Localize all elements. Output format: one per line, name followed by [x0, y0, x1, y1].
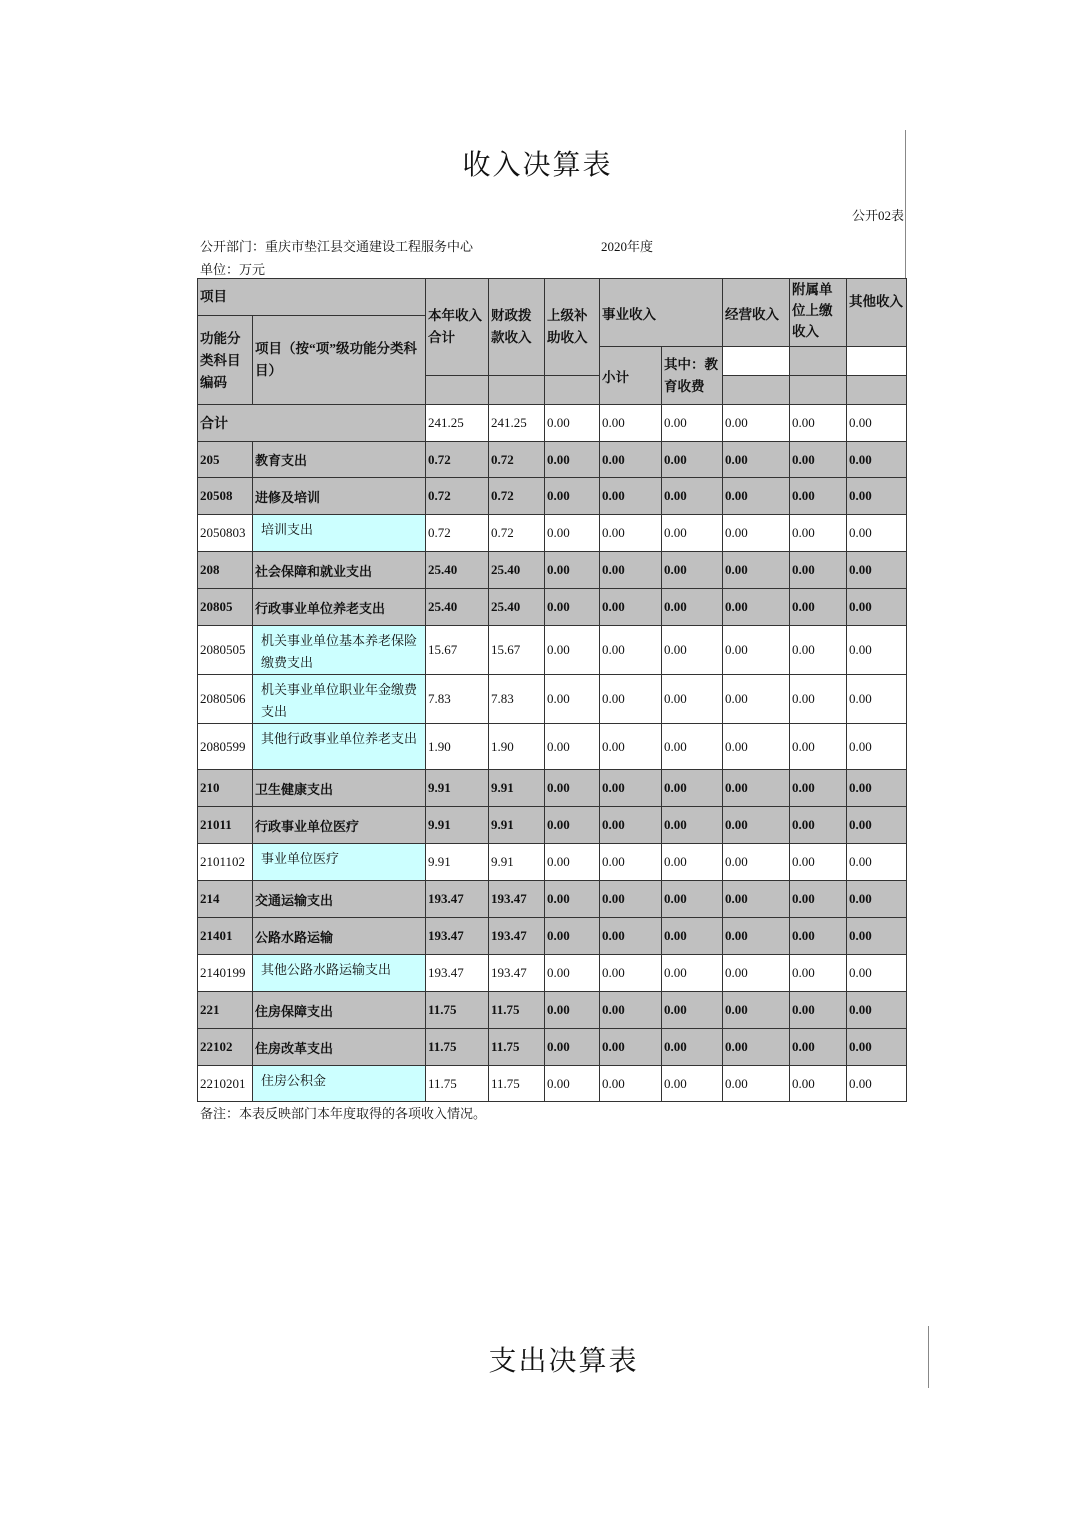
row-value: 0.00 [662, 955, 723, 992]
header-empty-cell [545, 376, 600, 405]
row-value: 0.00 [545, 1029, 600, 1066]
row-value: 0.00 [545, 442, 600, 478]
row-value: 0.00 [662, 881, 723, 918]
row-value: 0.00 [723, 589, 790, 626]
row-value: 15.67 [426, 626, 489, 675]
total-value: 0.00 [790, 405, 847, 442]
total-value: 0.00 [600, 405, 662, 442]
row-value: 0.00 [662, 626, 723, 675]
total-value: 241.25 [489, 405, 545, 442]
row-value: 0.00 [662, 1066, 723, 1102]
header-code: 功能分类科目编码 [198, 316, 253, 405]
row-code: 221 [198, 992, 253, 1029]
row-name: 其他行政事业单位养老支出 [253, 724, 426, 770]
header-name: 项目（按“项”级功能分类科目） [253, 316, 426, 405]
row-value: 0.00 [545, 1066, 600, 1102]
row-code: 214 [198, 881, 253, 918]
table-row [198, 1029, 907, 1066]
row-value: 0.00 [723, 992, 790, 1029]
table-row [198, 626, 907, 675]
row-value: 0.00 [790, 955, 847, 992]
row-name: 住房公积金 [253, 1066, 426, 1102]
row-code: 20508 [198, 478, 253, 515]
row-code: 2050803 [198, 515, 253, 552]
row-value: 0.00 [790, 515, 847, 552]
row-name: 培训支出 [253, 515, 426, 552]
row-code: 210 [198, 770, 253, 807]
row-name: 公路水路运输 [253, 918, 426, 955]
row-value: 0.00 [790, 1029, 847, 1066]
row-name: 社会保障和就业支出 [253, 552, 426, 589]
row-value: 0.00 [545, 844, 600, 881]
row-value: 0.00 [600, 626, 662, 675]
row-value: 193.47 [426, 955, 489, 992]
header-empty-cell [847, 376, 907, 405]
row-name: 教育支出 [253, 442, 426, 478]
row-value: 0.00 [790, 770, 847, 807]
table-row [198, 992, 907, 1029]
row-value: 7.83 [489, 675, 545, 724]
header-empty-cell [790, 376, 847, 405]
row-name: 住房改革支出 [253, 1029, 426, 1066]
header-empty-cell [426, 376, 489, 405]
row-code: 21011 [198, 807, 253, 844]
header-empty-cell [847, 347, 907, 376]
row-value: 0.00 [790, 881, 847, 918]
row-value: 0.00 [662, 515, 723, 552]
row-value: 0.00 [847, 955, 907, 992]
row-code: 2101102 [198, 844, 253, 881]
row-value: 11.75 [426, 992, 489, 1029]
row-value: 25.40 [426, 589, 489, 626]
row-code: 2080506 [198, 675, 253, 724]
row-value: 0.00 [723, 881, 790, 918]
row-name: 卫生健康支出 [253, 770, 426, 807]
row-value: 0.72 [489, 515, 545, 552]
row-value: 0.00 [662, 992, 723, 1029]
row-value: 11.75 [426, 1029, 489, 1066]
row-value: 1.90 [489, 724, 545, 770]
header-subtotal: 小计 [600, 347, 662, 405]
row-name: 行政事业单位医疗 [253, 807, 426, 844]
row-value: 0.00 [545, 770, 600, 807]
row-name: 行政事业单位养老支出 [253, 589, 426, 626]
row-value: 0.00 [600, 992, 662, 1029]
row-value: 0.00 [600, 675, 662, 724]
row-value: 0.00 [790, 589, 847, 626]
row-value: 0.00 [790, 626, 847, 675]
row-code: 21401 [198, 918, 253, 955]
row-name: 进修及培训 [253, 478, 426, 515]
table-row [198, 770, 907, 807]
header-affiliated: 附属单位上缴收入 [790, 279, 847, 347]
row-value: 0.00 [723, 724, 790, 770]
row-value: 0.00 [600, 807, 662, 844]
row-value: 0.72 [489, 478, 545, 515]
footnote: 备注：本表反映部门本年度取得的各项收入情况。 [200, 1106, 487, 1121]
row-value: 0.00 [790, 807, 847, 844]
row-name: 交通运输支出 [253, 881, 426, 918]
row-value: 0.00 [545, 478, 600, 515]
row-value: 0.00 [545, 589, 600, 626]
row-value: 0.00 [662, 807, 723, 844]
total-value: 241.25 [426, 405, 489, 442]
row-value: 0.00 [847, 589, 907, 626]
row-code: 205 [198, 442, 253, 478]
row-value: 0.00 [847, 675, 907, 724]
table-row [198, 724, 907, 770]
row-value: 1.90 [426, 724, 489, 770]
row-value: 0.72 [489, 442, 545, 478]
row-value: 0.00 [662, 442, 723, 478]
page-title: 收入决算表 [462, 148, 613, 181]
row-value: 0.00 [723, 442, 790, 478]
row-value: 0.00 [847, 918, 907, 955]
row-value: 0.00 [662, 844, 723, 881]
row-value: 0.00 [790, 844, 847, 881]
row-value: 0.00 [847, 844, 907, 881]
income-table [197, 278, 907, 1102]
row-value: 25.40 [426, 552, 489, 589]
row-value: 0.00 [790, 1066, 847, 1102]
total-value: 0.00 [723, 405, 790, 442]
header-business: 事业收入 [600, 279, 723, 347]
row-code: 2210201 [198, 1066, 253, 1102]
header-fiscal: 财政拨款收入 [489, 279, 545, 376]
row-value: 0.00 [545, 918, 600, 955]
table-row [198, 442, 907, 478]
row-value: 193.47 [426, 918, 489, 955]
table-row [198, 515, 907, 552]
row-code: 208 [198, 552, 253, 589]
row-value: 0.00 [790, 992, 847, 1029]
row-code: 22102 [198, 1029, 253, 1066]
row-value: 15.67 [489, 626, 545, 675]
row-value: 0.00 [545, 992, 600, 1029]
row-value: 0.00 [723, 955, 790, 992]
row-name: 其他公路水路运输支出 [253, 955, 426, 992]
row-value: 0.00 [790, 478, 847, 515]
row-value: 0.00 [662, 552, 723, 589]
row-value: 0.00 [723, 675, 790, 724]
header-empty-cell [489, 376, 545, 405]
row-value: 0.00 [600, 770, 662, 807]
row-value: 0.00 [600, 1029, 662, 1066]
row-value: 0.00 [662, 589, 723, 626]
row-value: 0.00 [847, 626, 907, 675]
row-value: 0.00 [847, 552, 907, 589]
row-value: 0.00 [600, 442, 662, 478]
row-name: 机关事业单位职业年金缴费支出 [253, 675, 426, 724]
year-label: 2020年度 [601, 239, 654, 254]
row-value: 0.00 [600, 478, 662, 515]
row-value: 0.00 [545, 724, 600, 770]
row-value: 0.00 [723, 1066, 790, 1102]
row-value: 193.47 [489, 881, 545, 918]
total-row [198, 405, 907, 442]
row-value: 0.00 [847, 478, 907, 515]
row-value: 0.00 [790, 442, 847, 478]
row-value: 0.00 [600, 955, 662, 992]
row-value: 0.00 [790, 918, 847, 955]
row-value: 0.00 [662, 770, 723, 807]
row-value: 0.00 [723, 515, 790, 552]
row-value: 0.00 [545, 807, 600, 844]
header-empty-cell [723, 347, 790, 376]
total-label: 合计 [198, 405, 426, 442]
row-value: 0.00 [723, 770, 790, 807]
row-value: 0.00 [662, 918, 723, 955]
row-value: 0.00 [600, 552, 662, 589]
header-empty-cell [790, 347, 847, 376]
row-value: 0.00 [847, 1029, 907, 1066]
row-value: 0.00 [600, 589, 662, 626]
row-value: 0.00 [847, 724, 907, 770]
row-value: 0.00 [847, 770, 907, 807]
row-name: 住房保障支出 [253, 992, 426, 1029]
row-value: 0.00 [600, 515, 662, 552]
row-value: 0.00 [545, 881, 600, 918]
row-value: 0.00 [790, 552, 847, 589]
row-value: 0.00 [662, 1029, 723, 1066]
row-value: 0.00 [545, 552, 600, 589]
row-value: 0.00 [545, 955, 600, 992]
row-value: 0.00 [790, 675, 847, 724]
row-value: 11.75 [489, 1066, 545, 1102]
row-name: 事业单位医疗 [253, 844, 426, 881]
row-code: 2140199 [198, 955, 253, 992]
table-row [198, 675, 907, 724]
row-value: 0.00 [847, 442, 907, 478]
row-value: 193.47 [489, 918, 545, 955]
header-item: 项目 [198, 279, 426, 316]
row-value: 0.00 [600, 1066, 662, 1102]
row-value: 0.00 [723, 1029, 790, 1066]
table-row [198, 552, 907, 589]
row-value: 0.00 [662, 724, 723, 770]
row-value: 9.91 [489, 770, 545, 807]
row-code: 20805 [198, 589, 253, 626]
row-value: 0.00 [600, 918, 662, 955]
header-superior: 上级补助收入 [545, 279, 600, 376]
row-value: 0.00 [600, 881, 662, 918]
header-total: 本年收入合计 [426, 279, 489, 376]
table-row [198, 881, 907, 918]
row-value: 9.91 [426, 807, 489, 844]
row-value: 0.00 [545, 626, 600, 675]
row-code: 2080599 [198, 724, 253, 770]
row-value: 9.91 [489, 844, 545, 881]
header-education: 其中：教育收费 [662, 347, 723, 405]
row-value: 0.00 [723, 844, 790, 881]
total-value: 0.00 [847, 405, 907, 442]
row-value: 0.00 [600, 724, 662, 770]
row-value: 0.00 [600, 844, 662, 881]
row-value: 193.47 [426, 881, 489, 918]
table-row [198, 807, 907, 844]
row-name: 机关事业单位基本养老保险缴费支出 [253, 626, 426, 675]
row-value: 0.00 [723, 918, 790, 955]
unit-label: 单位：万元 [200, 262, 266, 277]
table-row [198, 918, 907, 955]
table-row [198, 844, 907, 881]
header-empty-cell [723, 376, 790, 405]
header-other: 其他收入 [847, 279, 907, 347]
row-value: 11.75 [489, 1029, 545, 1066]
row-value: 9.91 [426, 844, 489, 881]
row-value: 0.00 [545, 675, 600, 724]
row-value: 0.00 [662, 675, 723, 724]
row-value: 0.00 [662, 478, 723, 515]
row-value: 0.00 [847, 992, 907, 1029]
row-value: 0.00 [847, 807, 907, 844]
header-operating: 经营收入 [723, 279, 790, 347]
table-row [198, 1066, 907, 1102]
row-value: 11.75 [489, 992, 545, 1029]
row-value: 0.00 [847, 515, 907, 552]
row-value: 0.72 [426, 515, 489, 552]
row-value: 0.72 [426, 442, 489, 478]
row-value: 9.91 [489, 807, 545, 844]
total-value: 0.00 [662, 405, 723, 442]
table-number: 公开02表 [851, 208, 904, 223]
department-label: 公开部门：重庆市垫江县交通建设工程服务中心 [200, 239, 474, 254]
table-row [198, 589, 907, 626]
row-value: 0.72 [426, 478, 489, 515]
row-value: 0.00 [847, 1066, 907, 1102]
row-value: 0.00 [723, 807, 790, 844]
row-value: 9.91 [426, 770, 489, 807]
row-value: 0.00 [723, 626, 790, 675]
next-section-title: 支出决算表 [488, 1344, 639, 1377]
row-value: 0.00 [723, 552, 790, 589]
row-value: 0.00 [723, 478, 790, 515]
row-value: 11.75 [426, 1066, 489, 1102]
table-row [198, 478, 907, 515]
row-code: 2080505 [198, 626, 253, 675]
row-value: 0.00 [847, 881, 907, 918]
row-value: 25.40 [489, 589, 545, 626]
row-value: 7.83 [426, 675, 489, 724]
row-value: 193.47 [489, 955, 545, 992]
row-value: 0.00 [545, 515, 600, 552]
table-row [198, 955, 907, 992]
row-value: 0.00 [790, 724, 847, 770]
row-value: 25.40 [489, 552, 545, 589]
total-value: 0.00 [545, 405, 600, 442]
